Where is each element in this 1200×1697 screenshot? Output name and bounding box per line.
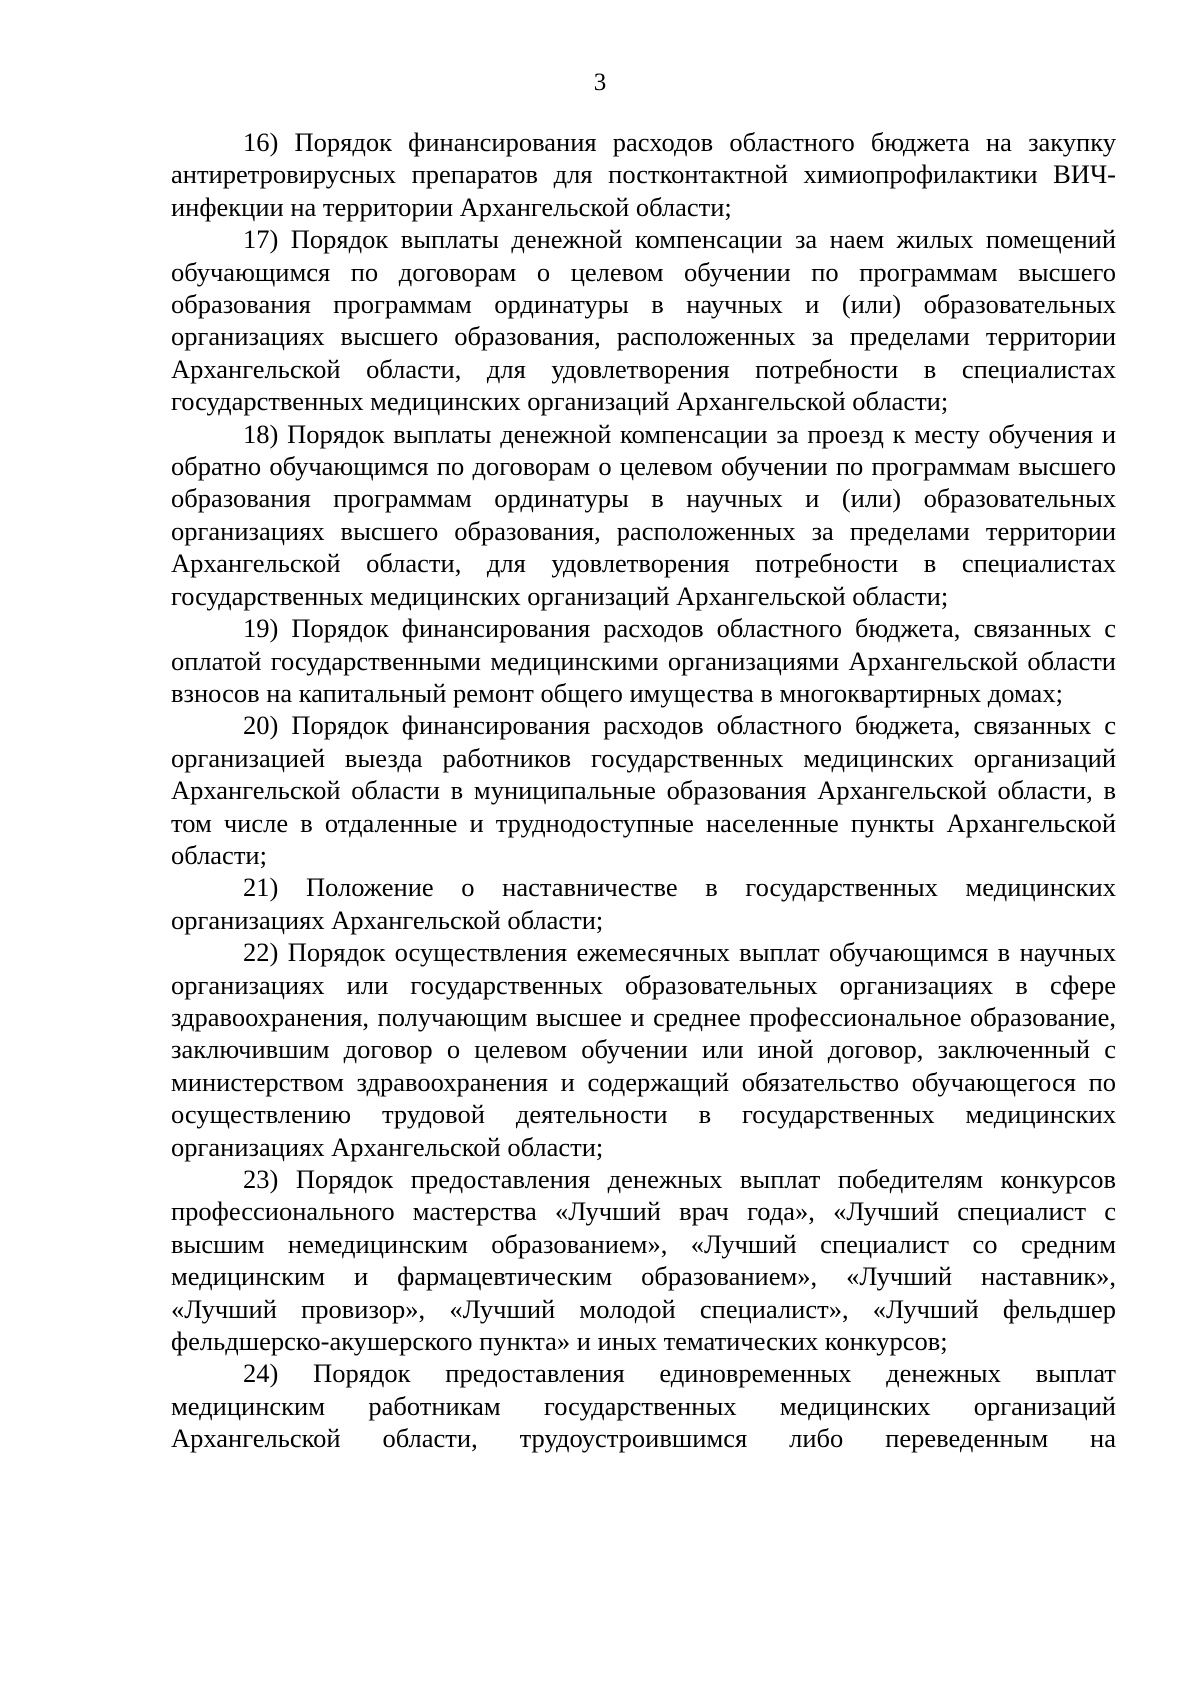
- list-item-19: 19) Порядок финансирования расходов областного бюджета, связанных с оплатой государственными медицинскими организациями Архангельской области взносов на капитальный ремонт общего имущества в многоквартирных домах;: [171, 613, 1116, 708]
- page-number: 3: [593, 69, 607, 96]
- list-item-20: 20) Порядок финансирования расходов областного бюджета, связанных с организацией выезда работников государственных медицинских организаций Архангельской области в муниципальные образования Архангельской области, в том числе в отдаленные и труднодоступные населенные пункты Архангельской области;: [171, 710, 1116, 870]
- list-item-17: 17) Порядок выплаты денежной компенсации за наем жилых помещений обучающимся по договорам о целевом обучении по программам высшего образования программам ординатуры в научных и (или) образовательных организациях высшего образования, расположенных за пределами территории Архангельской области, для удовлетворения потребности в специалистах государственных медицинских организаций Архангельской области;: [171, 224, 1116, 417]
- document-body: [171, 126, 1116, 1455]
- list-item-23: 23) Порядок предоставления денежных выплат победителям конкурсов профессионального мастерства «Лучший врач года», «Лучший специалист с высшим немедицинским образованием», «Лучший специалист со средним медицинским и фармацевтическим образованием», «Лучший наставник», «Лучший провизор», «Лучший молодой специалист», «Лучший фельдшер фельдшерско-акушерского пункта» и иных тематических конкурсов;: [171, 1164, 1116, 1357]
- list-item-16: 16) Порядок финансирования расходов областного бюджета на закупку антиретровирусных препаратов для постконтактной химиопрофилактики ВИЧ-инфекции на территории Архангельской области;: [171, 127, 1116, 222]
- list-item-22: 22) Порядок осуществления ежемесячных выплат обучающимся в научных организациях или государственных образовательных организациях в сфере здравоохранения, получающим высшее и среднее профессиональное образование, заключившим договор о целевом обучении или иной договор, заключенный с министерством здравоохранения и содержащий обязательство обучающегося по осуществлению трудовой деятельности в государственных медицинских организациях Архангельской области;: [171, 937, 1116, 1162]
- list-item-21: 21) Положение о наставничестве в государственных медицинских организациях Архангельской области;: [171, 872, 1116, 935]
- list-item-18: 18) Порядок выплаты денежной компенсации за проезд к месту обучения и обратно обучающимся по договорам о целевом обучении по программам высшего образования программам ординатуры в научных и (или) образовательных организациях высшего образования, расположенных за пределами территории Архангельской области, для удовлетворения потребности в специалистах государственных медицинских организаций Архангельской области;: [171, 418, 1116, 611]
- list-item-24: 24) Порядок предоставления единовременных денежных выплат медицинским работникам государственных медицинских организаций Архангельской области, трудоустроившимся либо переведенным на: [171, 1358, 1116, 1454]
